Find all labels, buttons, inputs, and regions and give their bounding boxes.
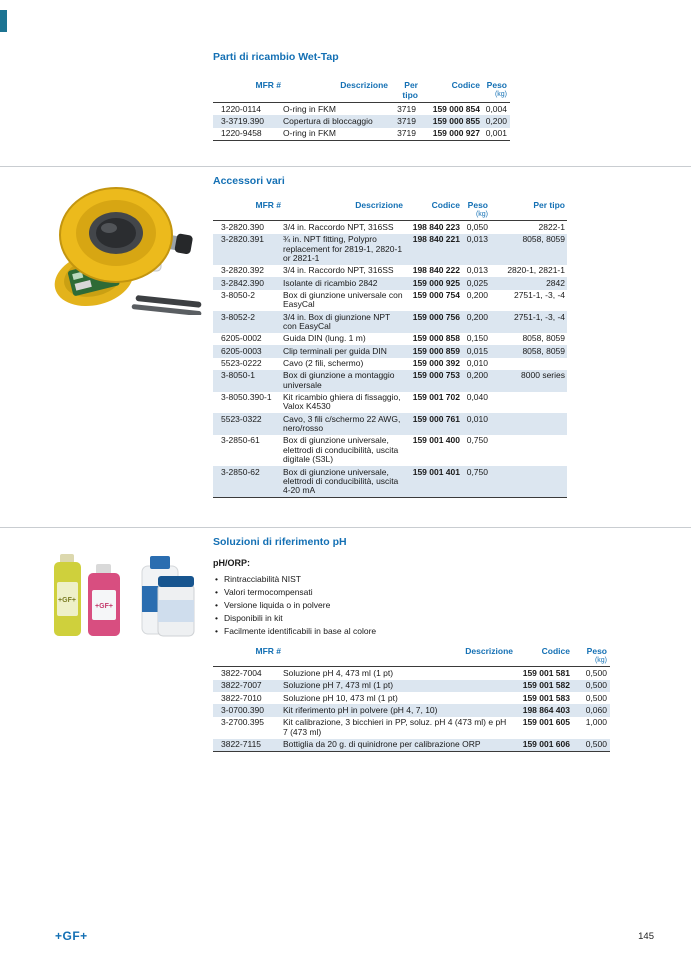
table-cell: 0,750 — [466, 466, 488, 477]
table-cell: Box di giunzione universale con EasyCal — [283, 290, 403, 310]
section-title-soluzioni: Soluzioni di riferimento pH — [213, 536, 347, 548]
table-cell: Soluzione pH 10, 473 ml (1 pt) — [283, 692, 398, 703]
accessori-table — [213, 200, 567, 498]
table-cell: 3/4 in. Raccordo NPT, 316SS — [283, 265, 394, 276]
section-title-accessori: Accessori vari — [213, 175, 285, 187]
column-header: Codice — [451, 80, 480, 90]
column-header: Peso (kg) — [467, 200, 488, 218]
column-header: Descrizione — [340, 80, 388, 90]
table-cell: Bottiglia da 20 g. di quinidrone per calibrazione ORP — [283, 739, 481, 750]
column-header: Per tipo — [533, 200, 565, 210]
table-header-row — [213, 80, 510, 103]
table-cell: 159 000 927 — [432, 128, 480, 139]
table-cell: 3-2700.395 — [221, 717, 265, 728]
table-cell: 0,001 — [485, 128, 507, 139]
table-cell: 159 000 854 — [432, 103, 480, 114]
table-row — [213, 704, 610, 716]
table-cell: 2820-1, 2821-1 — [507, 265, 565, 276]
page-number: 145 — [638, 931, 654, 942]
table-cell: 3/4 in. Box di giunzione NPT con EasyCal — [283, 311, 391, 332]
bullet-item: • Facilmente identificabili in base al colore — [213, 625, 573, 638]
probe-rods — [131, 295, 201, 315]
table-cell: 0,015 — [466, 345, 488, 356]
table-row — [213, 413, 567, 435]
section-divider — [0, 166, 691, 167]
column-header: Descrizione — [465, 646, 513, 656]
table-cell: O-ring in FKM — [283, 128, 336, 139]
table-cell: 3-2842.390 — [221, 277, 265, 288]
table-cell: Kit ricambio ghiera di fissaggio, Valox K4530 — [283, 392, 401, 412]
ph-orp-subtitle: pH/ORP: — [213, 558, 250, 568]
table-row — [213, 128, 510, 141]
table-cell: 159 000 858 — [412, 333, 460, 344]
buffer-bottles-photo — [50, 550, 198, 642]
table-cell: 3719 — [397, 128, 416, 139]
column-header: Per tipo — [402, 80, 418, 100]
table-row — [213, 392, 567, 414]
table-row — [213, 115, 510, 127]
table-cell: 159 000 925 — [412, 277, 460, 288]
table-cell — [500, 435, 567, 466]
table-row — [213, 234, 567, 265]
soluzioni-table — [213, 646, 610, 752]
table-cell: 8058, 8059 — [522, 234, 565, 245]
table-body — [213, 667, 610, 751]
table-cell: 198 840 223 — [412, 221, 460, 232]
table-cell: Soluzione pH 7, 473 ml (1 pt) — [283, 680, 394, 691]
table-cell: 3-2850-61 — [221, 435, 260, 446]
table-cell: 1,000 — [585, 717, 607, 728]
transmitter-device-photo — [50, 183, 208, 315]
table-row — [213, 717, 610, 739]
table-cell: 159 000 392 — [412, 358, 460, 369]
table-cell: 0,200 — [466, 370, 488, 381]
table-cell: O-ring in FKM — [283, 103, 336, 114]
table-cell: 3-2820.391 — [221, 234, 265, 245]
table-cell: 159 000 754 — [412, 290, 460, 301]
table-row — [213, 358, 567, 370]
table-cell: Box di giunzione a montaggio universale — [283, 370, 395, 390]
table-cell: 0,200 — [466, 311, 488, 322]
table-cell: 159 000 855 — [432, 115, 480, 126]
table-cell: 1220-0114 — [221, 103, 262, 114]
table-row — [213, 277, 567, 289]
table-cell: Kit riferimento pH in polvere (pH 4, 7, 10) — [283, 704, 438, 715]
table-cell: 3719 — [397, 115, 416, 126]
table-body — [213, 221, 567, 498]
table-row — [213, 692, 610, 704]
wet-tap-parts-table — [213, 80, 510, 141]
table-cell: 159 001 606 — [522, 739, 570, 750]
table-cell: 159 001 605 — [522, 717, 570, 728]
table-cell: 159 001 400 — [412, 435, 460, 446]
table-cell: Soluzione pH 4, 473 ml (1 pt) — [283, 667, 394, 678]
table-cell: 6205-0002 — [221, 333, 262, 344]
table-cell: 159 000 859 — [412, 345, 460, 356]
table-cell: 0,750 — [466, 435, 488, 446]
table-cell — [500, 466, 567, 498]
table-cell: 198 840 222 — [412, 265, 460, 276]
bullet-item: • Rintracciabilità NIST — [213, 573, 573, 586]
table-cell: 159 001 582 — [522, 680, 570, 691]
table-cell — [500, 358, 567, 370]
ph-orp-feature-block — [213, 558, 573, 638]
table-row — [213, 333, 567, 345]
table-row — [213, 290, 567, 312]
table-row — [213, 265, 567, 277]
table-cell: 159 000 761 — [412, 413, 460, 424]
table-cell: Cavo (2 fili, schermo) — [283, 358, 364, 369]
table-cell: 3-8050.390-1 — [221, 392, 272, 403]
feature-bullet-list — [213, 573, 573, 638]
table-cell: 0,150 — [466, 333, 488, 344]
column-header: Codice — [541, 646, 570, 656]
table-cell: 3-2820.392 — [221, 265, 265, 276]
table-row — [213, 667, 610, 680]
table-header-row — [213, 200, 567, 221]
front-canister — [158, 576, 194, 636]
table-cell: Box di giunzione universale, elettrodi di conducibilità, uscita 4-20 mA — [283, 466, 399, 496]
bullet-item: • Valori termocompensati — [213, 586, 573, 599]
table-cell: Kit calibrazione, 3 bicchieri in PP, soluz. pH 4 (473 ml) e pH 7 (473 ml) — [283, 717, 507, 737]
table-cell: 0,200 — [485, 115, 507, 126]
section-divider — [0, 527, 691, 528]
table-header-row — [213, 646, 610, 667]
table-cell: 1220-9458 — [221, 128, 262, 139]
column-header: Descrizione — [355, 200, 403, 210]
gf-logo: +GF+ — [55, 929, 88, 943]
table-row — [213, 739, 610, 752]
table-cell: 3-8050-2 — [221, 290, 256, 301]
yellow-bottle — [54, 554, 81, 636]
table-cell: 159 001 702 — [412, 392, 460, 403]
table-row — [213, 370, 567, 392]
column-header: MFR # — [255, 646, 281, 656]
table-cell: 3822-7115 — [221, 739, 262, 750]
table-cell: 2842 — [546, 277, 565, 288]
table-row — [213, 311, 567, 333]
table-cell: 3-3719.390 — [221, 115, 265, 126]
table-cell: 2751-1, -3, -4 — [513, 290, 565, 301]
table-cell: Cavo, 3 fili c/schermo 22 AWG, nero/rosso — [283, 413, 401, 434]
table-cell: 3-2820.390 — [221, 221, 265, 232]
bottle-label-text: +GF+ — [95, 603, 113, 610]
table-row — [213, 103, 510, 116]
table-cell: 6205-0003 — [221, 345, 262, 356]
bullet-item: • Versione liquida o in polvere — [213, 599, 573, 612]
table-cell: 198 864 403 — [522, 704, 570, 715]
table-body — [213, 103, 510, 141]
table-row — [213, 680, 610, 692]
table-cell: 0,500 — [585, 667, 607, 678]
table-cell: 3-8052-2 — [221, 311, 256, 322]
table-cell: 8058, 8059 — [522, 333, 565, 344]
column-header: Peso (kg) — [486, 80, 507, 98]
table-cell: 3-2850-62 — [221, 466, 260, 477]
table-cell: 159 001 581 — [522, 667, 570, 678]
table-row — [213, 466, 567, 498]
table-cell: 0,004 — [485, 103, 507, 114]
pink-bottle — [88, 564, 120, 636]
table-cell: 0,500 — [585, 692, 607, 703]
column-header: MFR # — [255, 200, 281, 210]
table-cell: 0,060 — [585, 704, 607, 715]
table-cell: 3-0700.390 — [221, 704, 265, 715]
table-cell: 8058, 8059 — [522, 345, 565, 356]
table-cell: 0,013 — [466, 265, 488, 276]
table-cell: 0,500 — [585, 739, 607, 750]
table-row — [213, 435, 567, 466]
table-cell: 0,040 — [466, 392, 488, 403]
column-header: Codice — [431, 200, 460, 210]
table-cell: ¾ in. NPT fitting, Polypro replacement for 2819-1, 2820-1 or 2821-1 — [283, 234, 403, 263]
table-cell: 198 840 221 — [412, 234, 460, 245]
section-title-wet-tap: Parti di ricambio Wet-Tap — [213, 51, 339, 63]
table-cell: 0,010 — [466, 358, 488, 369]
table-cell: 3822-7007 — [221, 680, 262, 691]
table-cell: 0,025 — [466, 277, 488, 288]
column-header: Peso (kg) — [586, 646, 607, 664]
table-cell: 159 001 401 — [412, 466, 460, 477]
table-cell: 159 000 753 — [412, 370, 460, 381]
table-cell: 0,500 — [585, 680, 607, 691]
table-cell: 3/4 in. Raccordo NPT, 316SS — [283, 221, 394, 232]
table-cell: Box di giunzione universale, elettrodi di conducibilità, uscita digitale (S3L) — [283, 435, 399, 465]
table-cell: 5523-0322 — [221, 413, 262, 424]
table-cell: 3822-7004 — [221, 667, 262, 678]
table-cell: 5523-0222 — [221, 358, 262, 369]
table-cell: 8000 series — [521, 370, 565, 381]
table-cell: 3-8050-1 — [221, 370, 256, 381]
table-cell: Guida DIN (lung. 1 m) — [283, 333, 366, 344]
bottle-label-text: +GF+ — [58, 597, 76, 604]
table-cell: 159 001 583 — [522, 692, 570, 703]
table-row — [213, 345, 567, 357]
table-cell: 2822-1 — [538, 221, 565, 232]
table-cell — [500, 413, 567, 435]
table-cell: 0,200 — [466, 290, 488, 301]
table-cell: 3822-7010 — [221, 692, 262, 703]
table-row — [213, 221, 567, 234]
table-cell: 0,013 — [466, 234, 488, 245]
table-cell: Isolante di ricambio 2842 — [283, 277, 378, 288]
table-cell: 3719 — [397, 103, 416, 114]
column-header: MFR # — [255, 80, 281, 90]
table-cell: Copertura di bloccaggio — [283, 115, 373, 126]
table-cell: 2751-1, -3, -4 — [513, 311, 565, 322]
page-edge-tab — [0, 10, 7, 32]
bullet-item: • Disponibili in kit — [213, 612, 573, 625]
yellow-lid — [60, 188, 172, 282]
table-cell: 159 000 756 — [412, 311, 460, 322]
table-cell: Clip terminali per guida DIN — [283, 345, 387, 356]
table-cell — [500, 392, 567, 414]
table-cell: 0,050 — [466, 221, 488, 232]
table-cell: 0,010 — [466, 413, 488, 424]
